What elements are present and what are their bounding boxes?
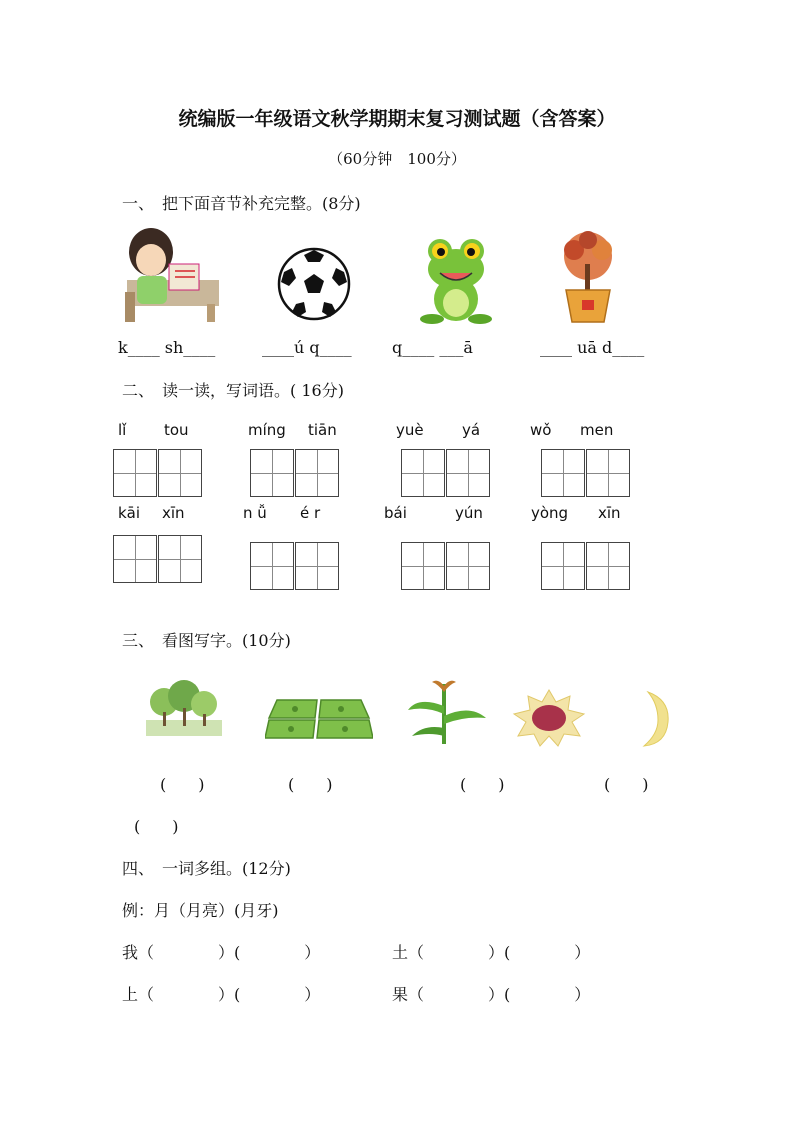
moon-icon [630, 690, 670, 748]
pinyin: yá [462, 421, 481, 439]
pinyin: yuè [396, 421, 424, 439]
corn-plant-icon [404, 676, 490, 746]
writing-grid[interactable] [541, 542, 585, 590]
writing-grid[interactable] [113, 535, 157, 583]
writing-grid[interactable] [401, 449, 445, 497]
answer-blank[interactable]: ( ) [460, 775, 505, 794]
frog-icon [418, 233, 494, 325]
answer-blank[interactable]: ( ) [288, 775, 333, 794]
pinyin: bái [384, 504, 407, 522]
trees-icon [146, 680, 222, 736]
answer-blank[interactable]: ( ) [604, 775, 649, 794]
sun-icon [508, 688, 590, 748]
section3-heading: 三、 看图写字。(10分) [122, 631, 291, 650]
syllable-blank-1[interactable]: k____ sh____ [118, 338, 216, 357]
pinyin: wǒ [530, 421, 552, 439]
pinyin: xīn [598, 504, 621, 522]
answer-blank[interactable]: ( ) [134, 817, 179, 836]
pinyin: yòng [531, 504, 569, 522]
potted-tree-icon [552, 228, 624, 326]
writing-grid[interactable] [158, 535, 202, 583]
writing-grid[interactable] [250, 449, 294, 497]
pinyin: men [580, 421, 614, 439]
pinyin: n ǚ [243, 504, 267, 522]
pinyin: yún [455, 504, 483, 522]
pinyin: kāi [118, 504, 141, 522]
writing-grid[interactable] [295, 542, 339, 590]
writing-grid[interactable] [158, 449, 202, 497]
word-group-item[interactable]: 上（ ）( ） [122, 985, 321, 1004]
writing-grid[interactable] [295, 449, 339, 497]
writing-grid[interactable] [586, 542, 630, 590]
writing-grid[interactable] [113, 449, 157, 497]
section2-heading: 二、 读一读，写词语。( 16分) [122, 381, 344, 400]
writing-grid[interactable] [446, 542, 490, 590]
writing-grid[interactable] [586, 449, 630, 497]
pinyin: tiān [308, 421, 337, 439]
girl-reading-icon [115, 220, 223, 326]
writing-grid[interactable] [401, 542, 445, 590]
syllable-blank-3[interactable]: q____ ___ā [392, 338, 473, 357]
page-subtitle: （60分钟 100分） [328, 150, 466, 168]
pinyin: xīn [162, 504, 185, 522]
word-group-item[interactable]: 果（ ）( ） [392, 985, 591, 1004]
example-line: 例：月（月亮）(月牙) [122, 901, 279, 920]
word-group-item[interactable]: 我（ ）( ） [122, 943, 321, 962]
word-group-item[interactable]: 土（ ）( ） [392, 943, 591, 962]
syllable-blank-4[interactable]: ____ uā d____ [540, 338, 645, 357]
soccer-ball-icon [276, 246, 352, 322]
section4-heading: 四、 一词多组。(12分) [122, 859, 291, 878]
writing-grid[interactable] [250, 542, 294, 590]
writing-grid[interactable] [446, 449, 490, 497]
field-icon [265, 696, 373, 742]
pinyin: lǐ [118, 421, 127, 439]
section1-heading: 一、 把下面音节补充完整。(8分) [122, 194, 361, 213]
syllable-blank-2[interactable]: ____ú q____ [262, 338, 352, 357]
writing-grid[interactable] [541, 449, 585, 497]
pinyin: é r [300, 504, 321, 522]
pinyin: tou [164, 421, 189, 439]
page-title: 统编版一年级语文秋学期期末复习测试题（含答案） [178, 108, 616, 130]
pinyin: míng [248, 421, 286, 439]
answer-blank[interactable]: ( ) [160, 775, 205, 794]
